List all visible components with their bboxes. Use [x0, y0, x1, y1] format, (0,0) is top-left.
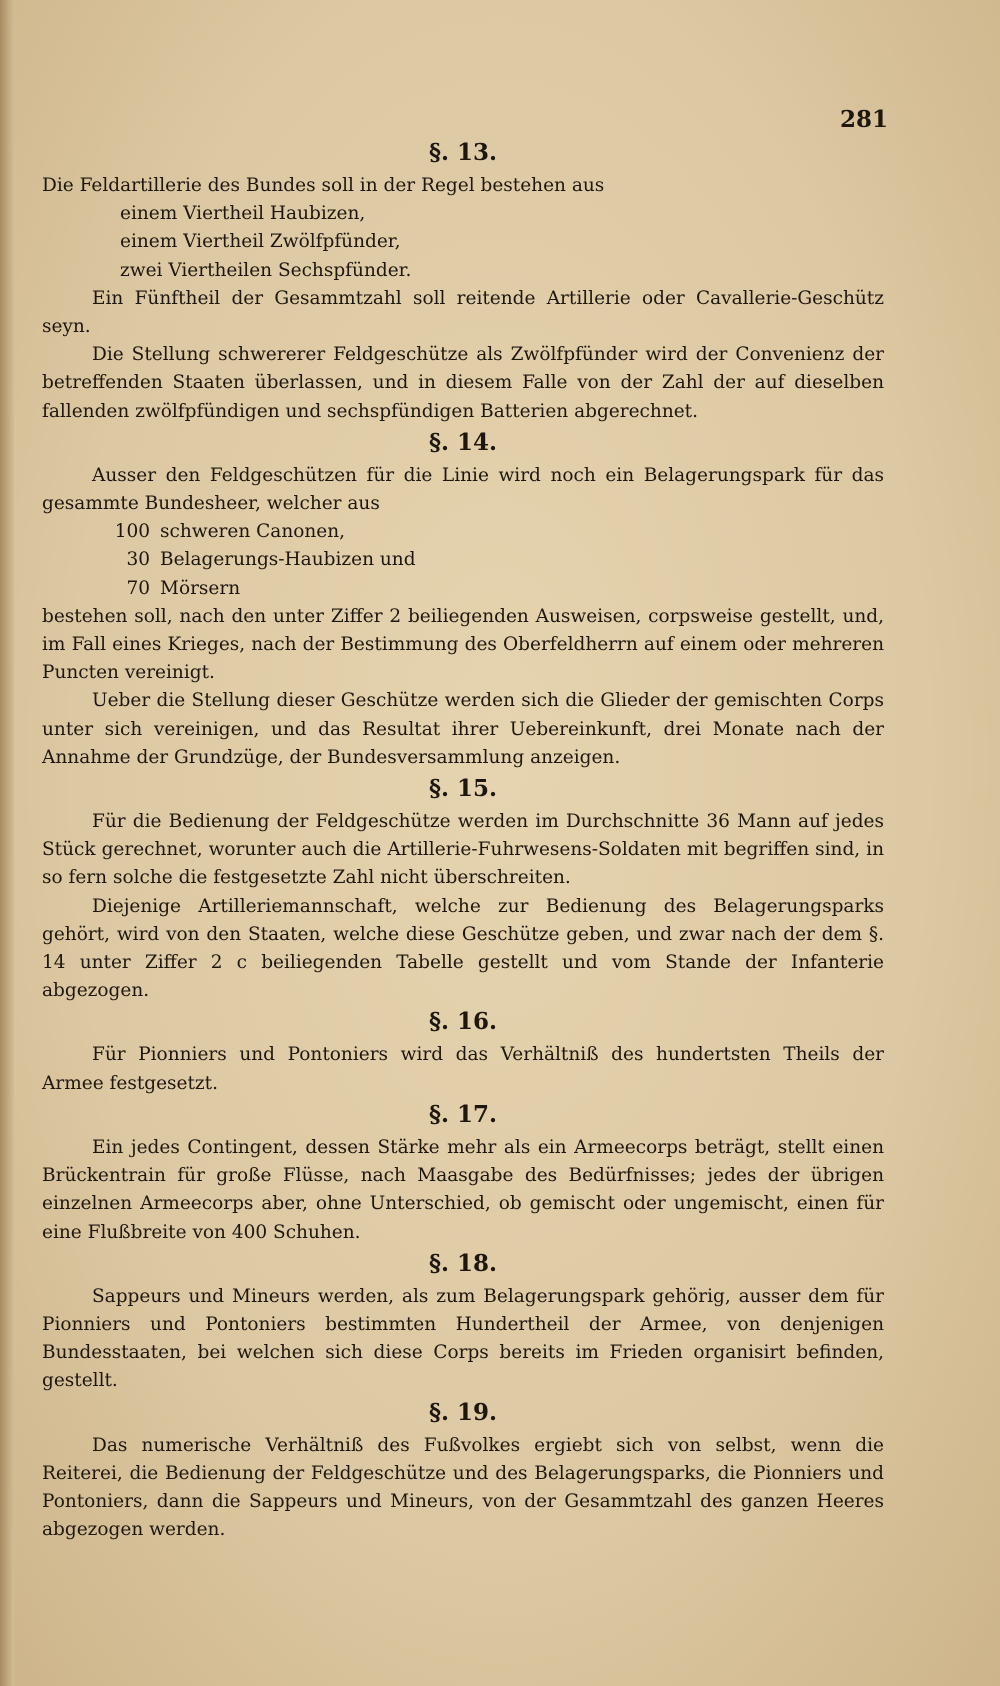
paragraph: Diejenige Artilleriemannschaft, welche zur Bedienung des Belagerungsparks gehört, wird von den Staaten, welche diese Geschütze geben, und zwar nach der dem §. 14 unter Ziffer 2 c beiliegenden Tabelle gestellt und vom Stande der Infanterie abgezogen.: [42, 895, 884, 1002]
item-text: Mörsern: [160, 577, 241, 599]
paragraph: Ueber die Stellung dieser Geschütze werden sich die Glieder der gemischten Corps unter sich vereinigen, und das Resultat ihrer Uebereinkunft, drei Monate nach der Annahme der Grundzüge, der Bundesversammlung anzeigen.: [42, 690, 884, 768]
section-heading-15: §. 15.: [428, 775, 498, 803]
section-heading-14: §. 14.: [428, 428, 498, 456]
paragraph: Für die Bedienung der Feldgeschütze werden im Durchschnitte 36 Mann auf jedes Stück gerechnet, worunter auch die Artillerie-Fuhrwesens-Soldaten mit begriffen sind, in so fern solche die festgesetzte Zahl nicht überschreiten.: [42, 811, 884, 889]
quantity: 30: [126, 549, 150, 571]
list-item: [42, 575, 884, 603]
paragraph: Sappeurs und Mineurs werden, als zum Belagerungspark gehörig, ausser dem für Pionniers und Pontoniers bestimmten Hundertheil der Armee, von denjenigen Bundesstaaten, bei welchen sich diese Corps bereits im Frieden organisirt befinden, gestellt.: [42, 1285, 884, 1392]
section-heading-19: §. 19.: [428, 1398, 498, 1426]
paragraph: Ein jedes Contingent, dessen Stärke mehr als ein Armeecorps beträgt, stellt einen Brückentrain für große Flüsse, nach Maasgabe des Bedürfnisses; jedes der übrigen einzelnen Armeecorps aber, ohne Unterschied, ob gemischt oder ungemischt, einen für eine Flußbreite von 400 Schuhen.: [42, 1136, 884, 1243]
section-heading-17: §. 17.: [428, 1100, 498, 1128]
page-body: [42, 138, 884, 1544]
paragraph: Ausser den Feldgeschützen für die Linie wird noch ein Belagerungspark für das gesammte Bundesheer, welcher aus: [42, 464, 884, 515]
page-number: 281: [839, 106, 888, 133]
list-item: einem Viertheil Zwölfpfünder,: [120, 231, 401, 253]
list-item: [42, 518, 884, 546]
paragraph: Die Feldartillerie des Bundes soll in der Regel bestehen aus: [42, 175, 605, 196]
item-text: Belagerungs-Haubizen und: [160, 549, 416, 571]
paragraph: Ein Fünftheil der Gesammtzahl soll reitende Artillerie oder Cavallerie-Geschütz seyn.: [42, 287, 884, 338]
item-text: schweren Canonen,: [160, 521, 346, 543]
paragraph: Für Pionniers und Pontoniers wird das Verhältniß des hundertsten Theils der Armee festgesetzt.: [42, 1044, 884, 1094]
page-binding-edge: [0, 0, 14, 1686]
paragraph: bestehen soll, nach den unter Ziffer 2 beiliegenden Ausweisen, corpsweise gestellt, und, im Fall eines Krieges, nach der Bestimmung des Oberfeldherrn auf einem oder mehreren Puncten vereinigt.: [42, 605, 884, 684]
list-item: [42, 546, 884, 574]
list-item: zwei Viertheilen Sechspfünder.: [120, 259, 412, 281]
quantity: 70: [126, 577, 150, 599]
section-heading-18: §. 18.: [428, 1249, 498, 1277]
list-item: einem Viertheil Haubizen,: [120, 203, 366, 225]
paragraph: Das numerische Verhältniß des Fußvolkes ergiebt sich von selbst, wenn die Reiterei, die Bedienung der Feldgeschütze und des Belagerungsparks, die Pionniers und Pontoniers, dann die Sappeurs und Mineurs, von der Gesammtzahl des ganzen Heeres abgezogen werden.: [42, 1434, 884, 1541]
paragraph: Die Stellung schwererer Feldgeschütze als Zwölfpfünder wird der Convenienz der betreffenden Staaten überlassen, und in diesem Falle von der Zahl der auf dieselben fallenden zwölfpfündigen und sechspfündigen Batterien abgerechnet.: [42, 344, 884, 422]
section-heading-13: §. 13.: [428, 139, 498, 166]
section-heading-16: §. 16.: [428, 1008, 498, 1036]
quantity: 100: [114, 521, 150, 543]
